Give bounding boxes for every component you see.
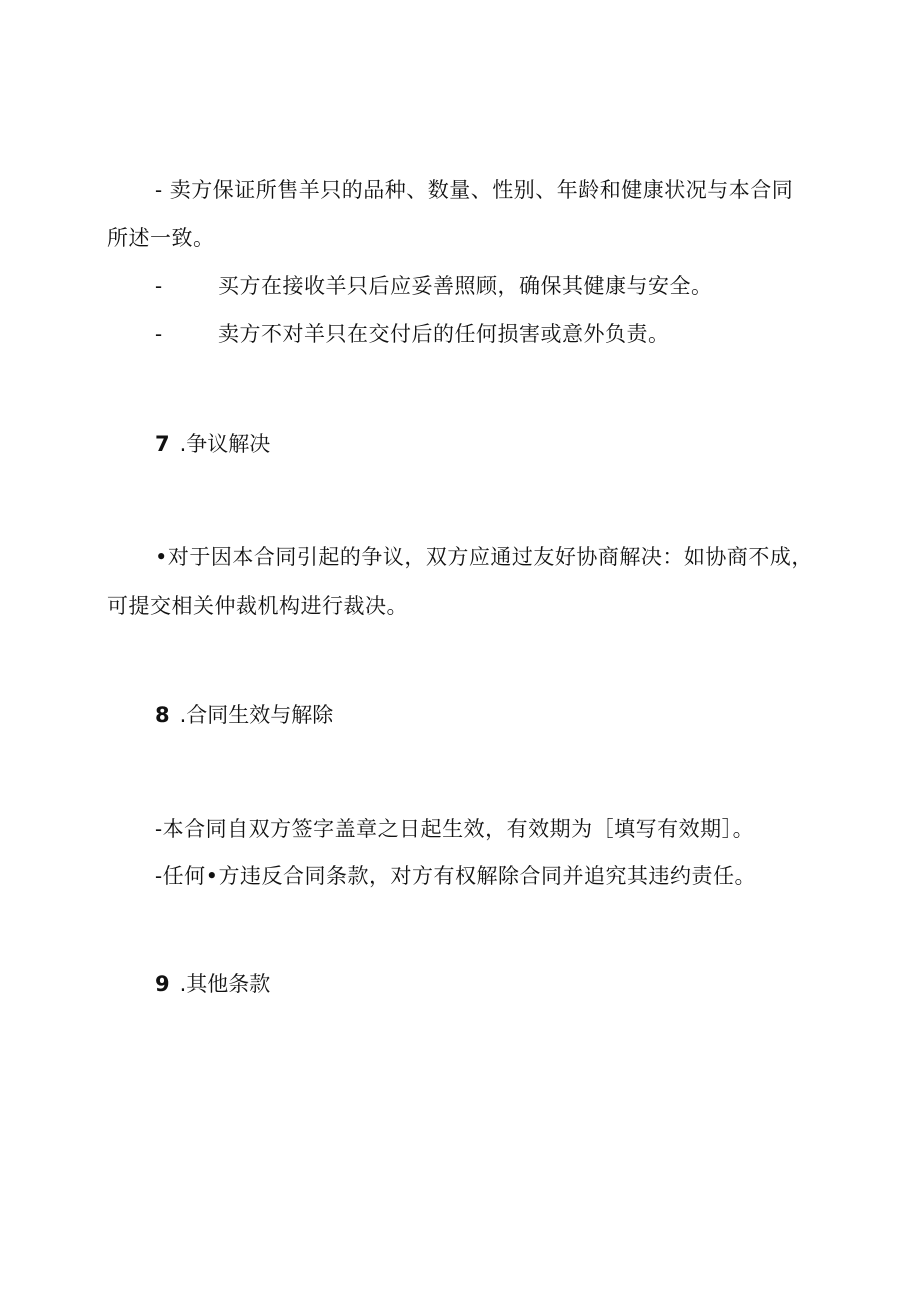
section-title: .争议解决 bbox=[179, 432, 271, 456]
section-heading-dispute bbox=[155, 430, 270, 458]
clause-termination: -任何•方违反合同条款，对方有权解除合同并追究其违约责任。 bbox=[155, 864, 756, 888]
clause-buyer-care: 买方在接收羊只后应妥善照顾，确保其健康与安全。 bbox=[218, 274, 713, 298]
clause-seller-guarantee-line2: 所述一致。 bbox=[107, 226, 215, 250]
clause-effective-date: -本合同自双方签字盖章之日起生效，有效期为［填写有效期］。 bbox=[155, 817, 755, 841]
section-number: 9 bbox=[155, 972, 170, 996]
clause-buyer-care-dash: - bbox=[155, 274, 163, 298]
section-heading-effect-termination bbox=[155, 701, 333, 729]
section-title: .合同生效与解除 bbox=[179, 703, 334, 727]
section-title: .其他条款 bbox=[179, 972, 271, 996]
clause-dispute-line1: •对于因本合同引起的争议，双方应通过友好协商解决：如协商不成， bbox=[155, 545, 813, 569]
section-heading-other-terms bbox=[155, 970, 270, 998]
section-number: 7 bbox=[155, 432, 170, 456]
clause-seller-liability: 卖方不对羊只在交付后的任何损害或意外负责。 bbox=[218, 322, 670, 346]
section-number: 8 bbox=[155, 703, 170, 727]
clause-dispute-line2: 可提交相关仲裁机构进行裁决。 bbox=[107, 594, 408, 618]
clause-seller-guarantee-line1: - 卖方保证所售羊只的品种、数量、性别、年龄和健康状况与本合同 bbox=[155, 178, 794, 202]
clause-seller-liability-dash: - bbox=[155, 322, 163, 346]
